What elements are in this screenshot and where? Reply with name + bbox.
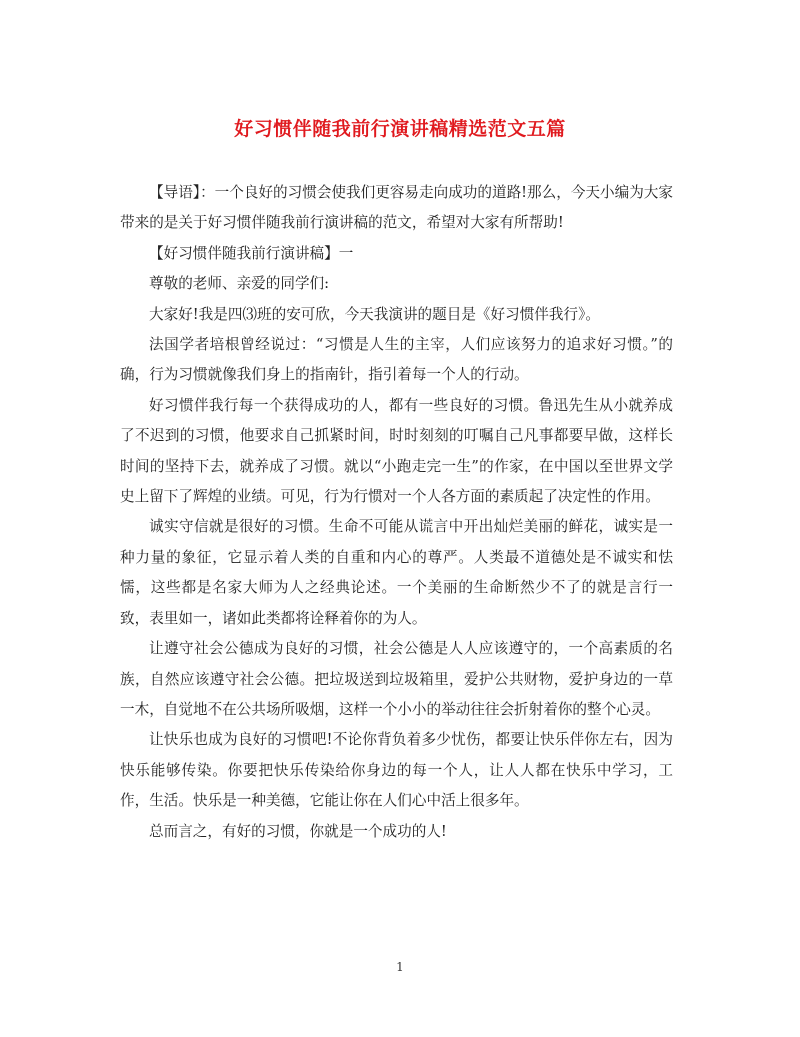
- paragraph-greeting: 大家好!我是四⑶班的安可欣，今天我演讲的题目是《好习惯伴我行》。: [149, 305, 600, 323]
- paragraph-salutation: 尊敬的老师、亲爱的同学们:: [149, 275, 330, 293]
- paragraph-example: 好习惯伴我行每一个获得成功的人，都有一些良好的习惯。鲁迅先生从小就养成了不迟到的习惯，他要求自己抓紧时间，时时刻刻的叮嘱自己凡事都要早做，这样长时间的坚持下去，就养成了习惯。就以“小跑走完一生”的作家，在中国以至世界文学史上留下了辉煌的业绩。可见，行为行惯对一个人各方面的素质起了决定性的作用。: [120, 396, 673, 506]
- document-title: 好习惯伴随我前行演讲稿精选范文五篇: [234, 118, 566, 140]
- paragraph-honesty: 诚实守信就是很好的习惯。生命不可能从谎言中开出灿烂美丽的鲜花，诚实是一种力量的象征，它显示着人类的自重和内心的尊严。人类最不道德处是不诚实和怯懦，这些都是名家大师为人之经典论述。一个美丽的生命断然少不了的就是言行一致，表里如一，诸如此类都将诠释着你的为人。: [120, 518, 673, 627]
- paragraph-quote: 法国学者培根曾经说过：“习惯是人生的主宰，人们应该努力的追求好习惯。”的确，行为习惯就像我们身上的指南针，指引着每一个人的行动。: [120, 336, 673, 384]
- paragraph-public-morals: 让遵守社会公德成为良好的习惯，社会公德是人人应该遵守的，一个高素质的名族，自然应该遵守社会公德。把垃圾送到垃圾箱里，爱护公共财物，爱护身边的一草一木，自觉地不在公共场所吸烟，这样一个小小的举动往往会折射着你的整个心灵。: [120, 640, 673, 718]
- paragraph-section-heading: 【好习惯伴随我前行演讲稿】一: [149, 244, 354, 262]
- paragraph-conclusion: 总而言之，有好的习惯，你就是一个成功的人!: [149, 822, 447, 840]
- paragraph-intro: 【导语】：一个良好的习惯会使我们更容易走向成功的道路!那么，今天小编为大家带来的是关于好习惯伴随我前行演讲稿的范文，希望对大家有所帮助!: [120, 184, 673, 232]
- paragraph-happiness: 让快乐也成为良好的习惯吧!不论你背负着多少忧伤，都要让快乐伴你左右，因为快乐能够传染。你要把快乐传染给你身边的每一个人，让人人都在快乐中学习，工作，生活。快乐是一种美德，它能让你在人们心中活上很多年。: [120, 731, 673, 810]
- page-number: 1: [396, 960, 404, 974]
- document-body: [120, 178, 673, 847]
